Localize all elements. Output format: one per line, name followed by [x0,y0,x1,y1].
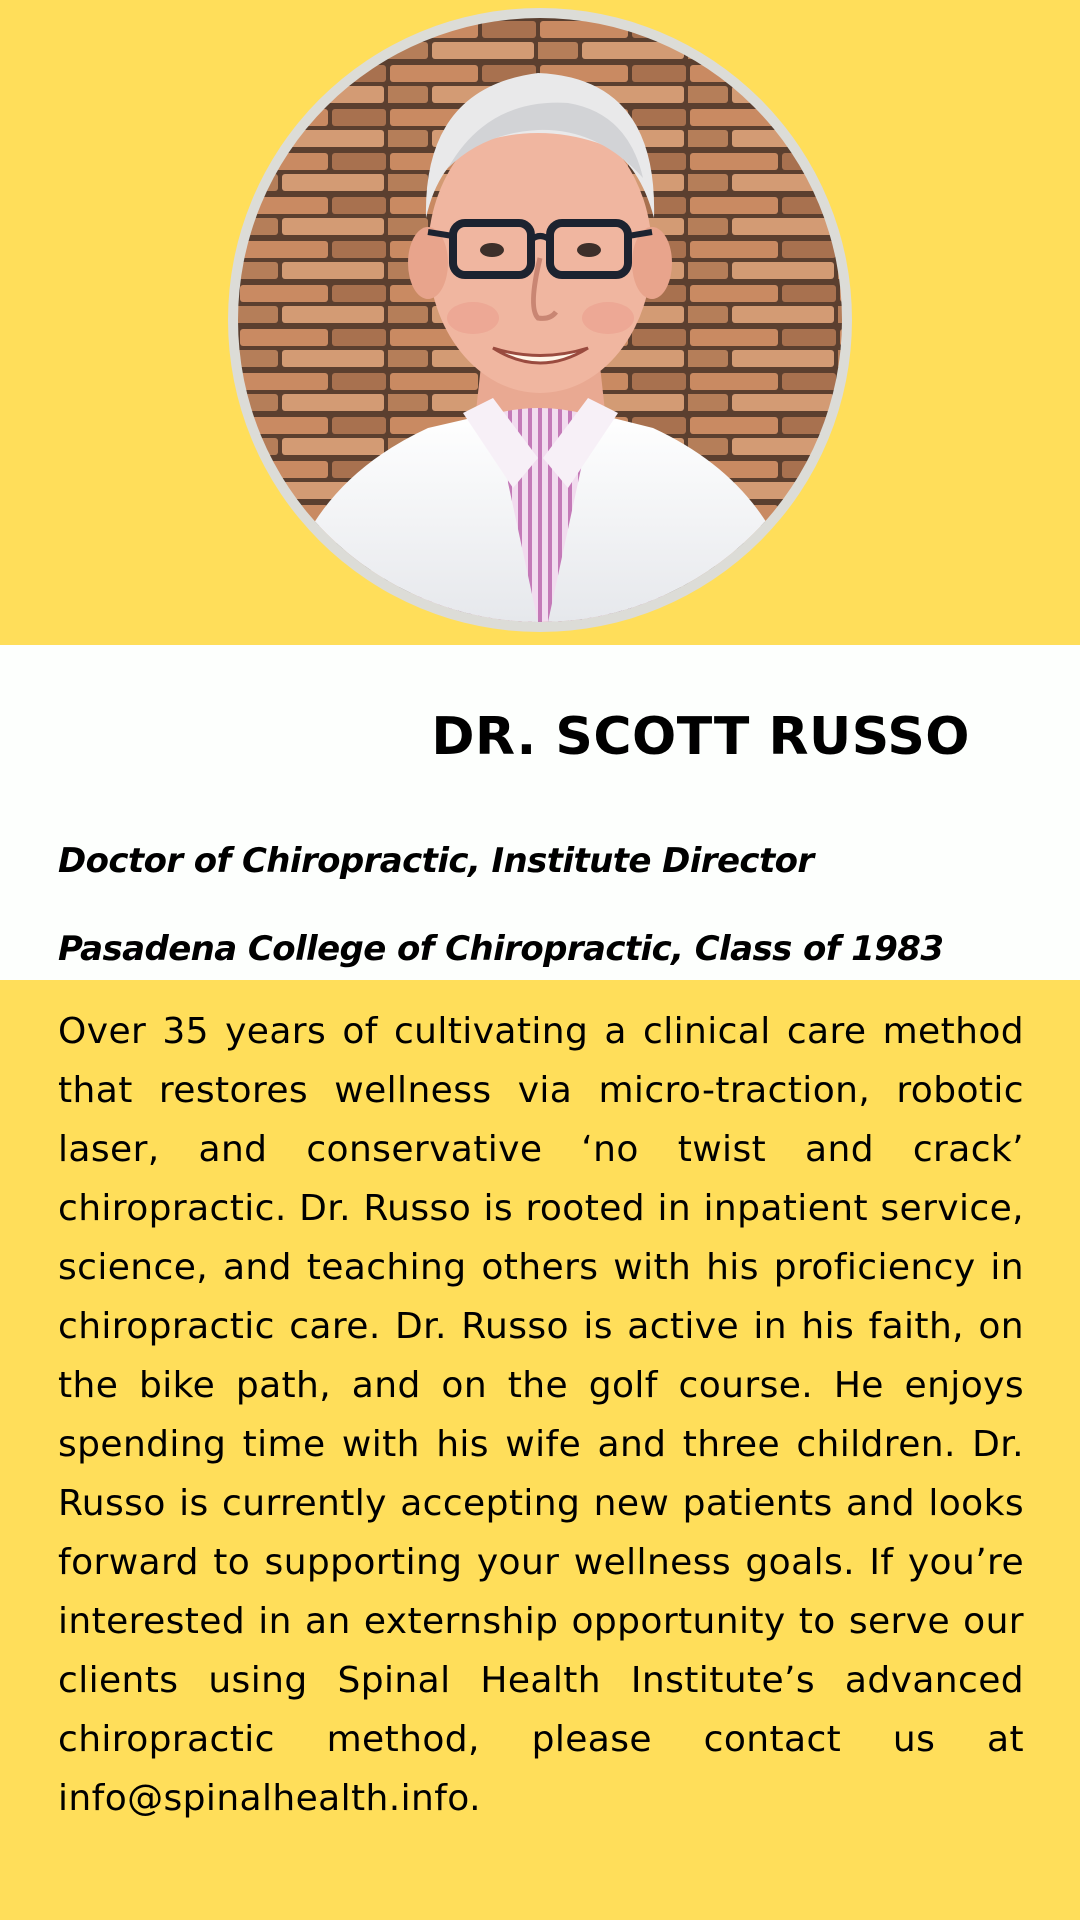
portrait-photo [238,18,842,622]
hero-section [0,0,1080,645]
portrait-frame [228,8,852,632]
doctor-education: Pasadena College of Chiropractic, Class of 1983 [58,929,944,969]
bio-section [0,980,1080,1920]
profile-header [0,645,1080,980]
doctor-name: DR. SCOTT RUSSO [431,707,970,767]
doctor-title: Doctor of Chiropractic, Institute Director [58,841,814,881]
bio-text: Over 35 years of cultivating a clinical care method that restores wellness via micro-traction, robotic laser, and conservative ‘no twist and crack’ chiropractic. Dr. Russo is rooted in inpatient service, science, and teaching others with his proficiency in chiropractic care. Dr. Russo is active in his faith, on the bike path, and on the golf course. He enjoys spending time with his wife and three children. Dr. Russo is currently accepting new patients and looks forward to supporting your wellness goals. If you’re interested in an externship opportunity to serve our clients using Spinal Health Institute’s advanced chiropractic method, please contact us at info@spinalhealth.info. [58,1011,1024,1819]
